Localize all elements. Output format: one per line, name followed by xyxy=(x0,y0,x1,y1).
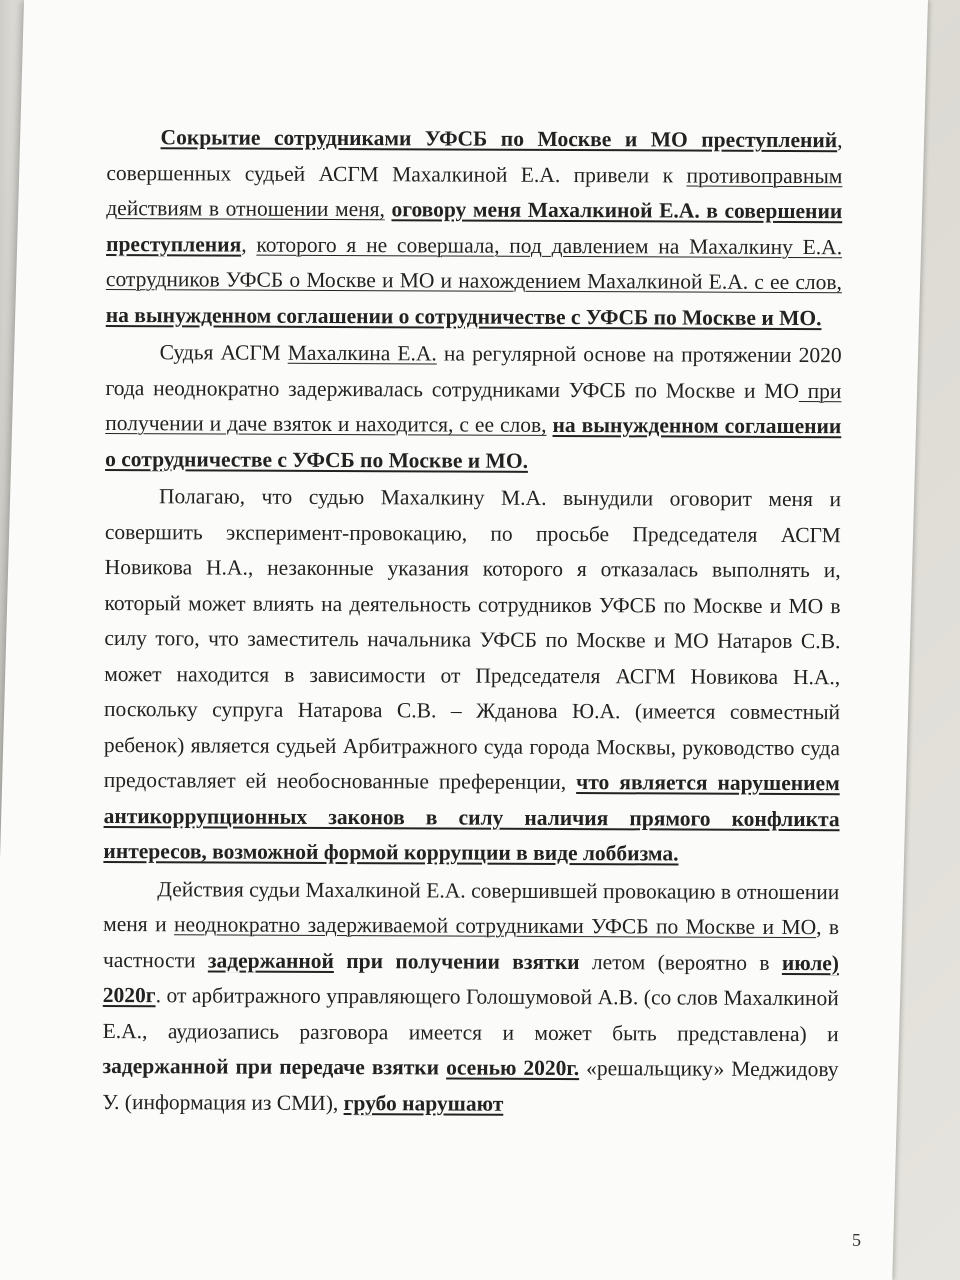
page-number: 5 xyxy=(852,1230,861,1250)
paragraph-1 xyxy=(106,120,843,336)
document-body xyxy=(102,120,842,1123)
text-span: Махалкина Е.А. xyxy=(287,340,437,366)
text-span xyxy=(334,948,346,972)
text-span: противоправным действиям в отношении меня, xyxy=(106,163,843,222)
text-span: Действия судьи Махалкиной Е.А. совершившей провокацию в отношении меня и xyxy=(103,876,840,937)
text-span: что является нарушением антикоррупционных законов в силу наличия прямого конфликта интересов, возможной формой коррупции в виде лоббизма. xyxy=(103,770,840,866)
text-span: при получении и даче взяток и находится, с ее слов, xyxy=(105,378,842,437)
text-span: грубо нарушают xyxy=(343,1090,504,1116)
paragraph-3 xyxy=(103,479,841,873)
text-span: Судья АСГМ xyxy=(159,340,288,365)
paragraph-2 xyxy=(105,335,842,480)
text-span: «решальщику» Меджидову У. (информация из СМИ), xyxy=(102,1056,839,1115)
text-span: которого я не совершала, под давлением на Махалкину Е.А. сотрудников УФСБ о Москве и МО и нахождением Махалкиной Е.А. с ее слов, xyxy=(105,232,843,295)
text-span: , в частности xyxy=(102,915,840,972)
text-span: осенью 2020г. xyxy=(446,1055,580,1081)
text-span: Сокрытие сотрудниками УФСБ по Москве и МО преступлений xyxy=(160,125,838,153)
text-span: оговору меня Махалкиной Е.А. в совершении преступления xyxy=(106,197,843,257)
text-span: , xyxy=(241,232,257,257)
text-span: июле) 2020г xyxy=(102,950,840,1008)
text-span: летом (вероятно в xyxy=(579,949,782,975)
text-span: Полагаю, что судью Махалкину М.А. вынудили оговорит меня и совершить эксперимент-провокацию, по просьбе Председателя АСГМ Новикова Н.А., незаконные указания которого я отказалась выполнять и, который может влиять на деятельность сотрудников УФСБ по Москве и МО в силу того, что заместитель начальника УФСБ по Москве и МО Натаров С.В. может находится в зависимости от Председателя АСГМ Новикова Н.А., поскольку супруга Натарова С.В. – Жданова Ю.А. (имеется совместный ребенок) является судьей Арбитражного суда города Москвы, руководство суда предоставляет ей необоснованные преференции, xyxy=(103,484,842,795)
text-span: задержанной xyxy=(207,947,334,973)
text-span: на регулярной основе на протяжении 2020 года неоднократно задерживалась сотрудниками УФСБ по Москве и МО xyxy=(105,341,842,403)
text-span: . от арбитражного управляющего Голошумовой А.В. (со слов Махалкиной Е.А., аудиозапись разговора имеется и может быть представлена) и xyxy=(102,983,839,1046)
text-span: на вынужденном соглашении о сотрудничестве с УФСБ по Москве и МО. xyxy=(105,302,822,330)
text-span: неоднократно задерживаемой сотрудниками УФСБ по Москве и МО xyxy=(174,912,817,940)
paragraph-4 xyxy=(102,871,839,1123)
text-span: на вынужденном соглашении о сотрудничестве с УФСБ по Москве и МО. xyxy=(105,412,842,473)
text-span: при получении взятки xyxy=(346,948,580,974)
text-span: , совершенных судьей АСГМ Махалкиной Е.А. привели к xyxy=(106,128,843,188)
text-span: задержанной при передаче взятки xyxy=(102,1053,440,1080)
